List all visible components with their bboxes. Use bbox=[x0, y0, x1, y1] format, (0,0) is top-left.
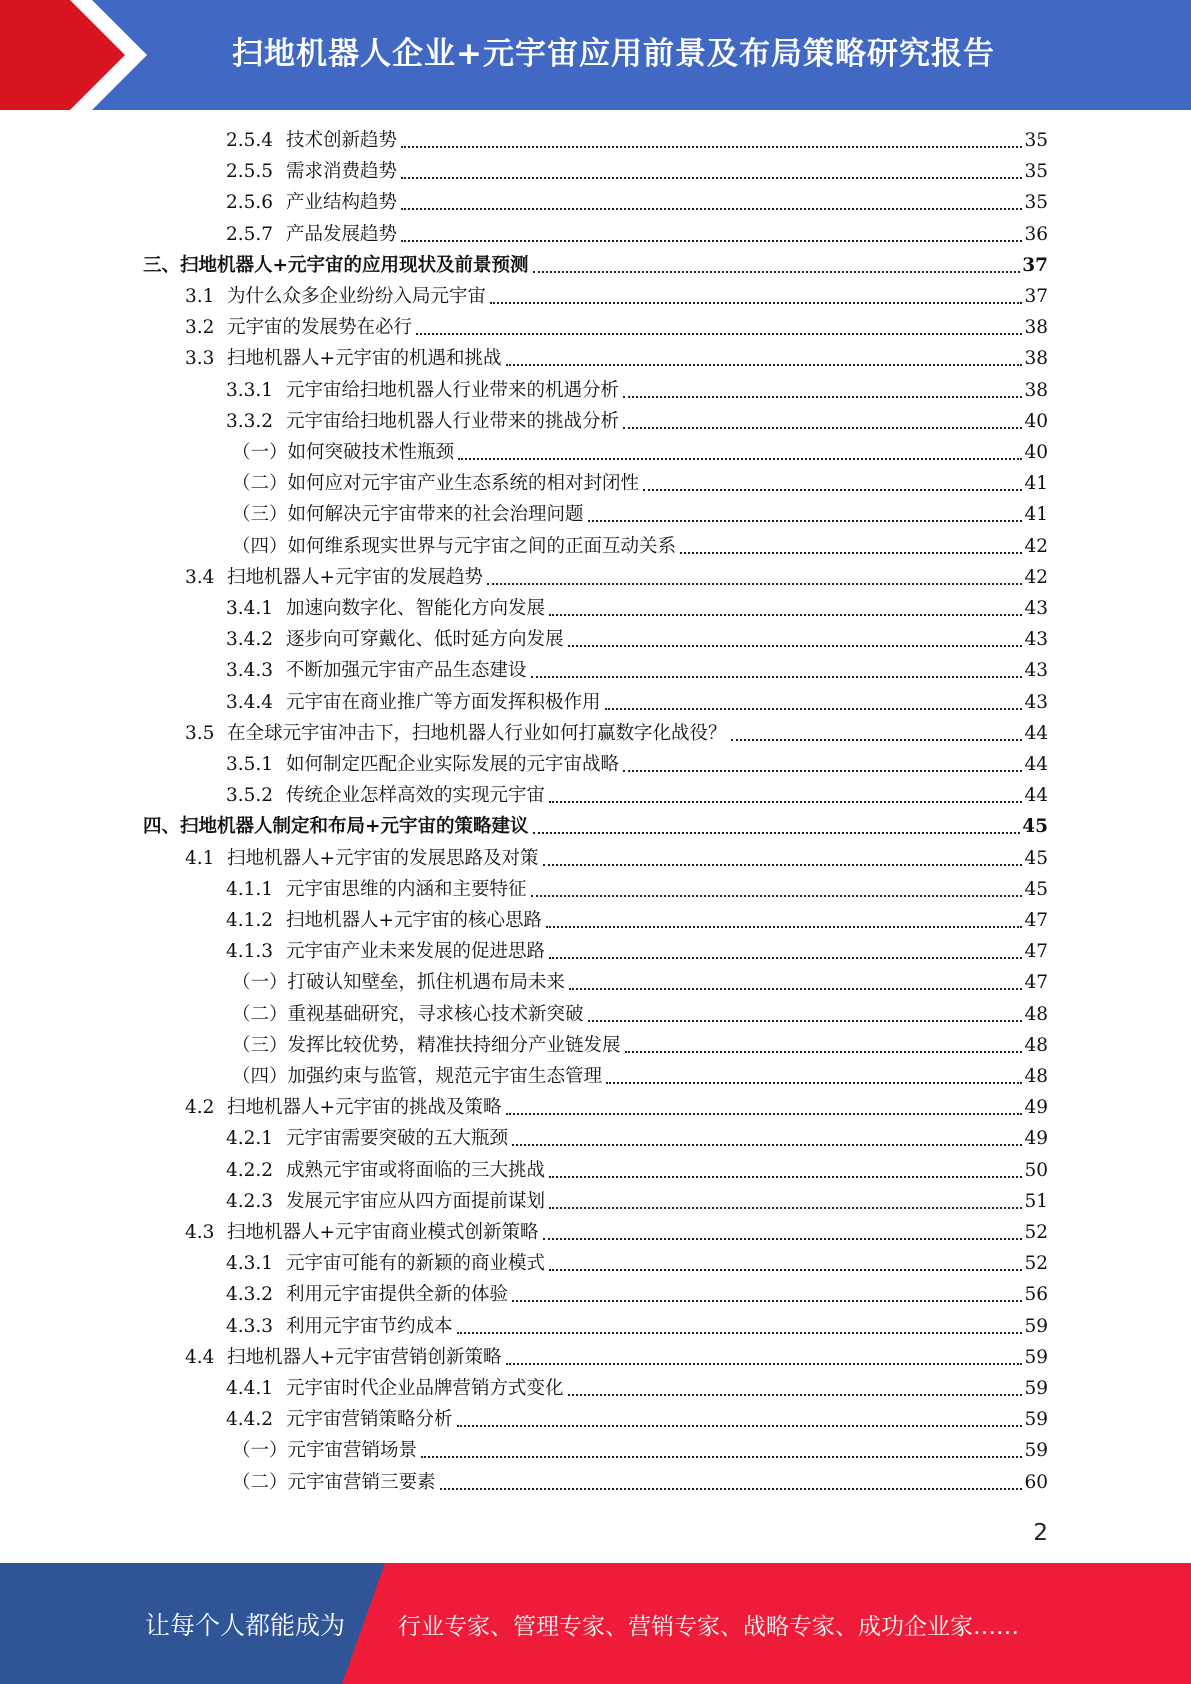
toc-entry-title: （二）重视基础研究，寻求核心技术新突破 bbox=[232, 1003, 584, 1025]
toc-page-number: 47 bbox=[1024, 910, 1048, 931]
report-title: 扫地机器人企业+元宇宙应用前景及布局策略研究报告 bbox=[232, 36, 995, 72]
toc-entry-title: 三、扫地机器人+元宇宙的应用现状及前景预测 bbox=[143, 254, 529, 276]
toc-entry-title: 四、扫地机器人制定和布局+元宇宙的策略建议 bbox=[143, 816, 529, 838]
toc-entry[interactable] bbox=[226, 907, 1048, 935]
toc-dot-leader bbox=[543, 1238, 1023, 1240]
toc-entry-number: 2.5.4 bbox=[226, 130, 274, 151]
toc-entry[interactable] bbox=[185, 314, 1048, 342]
toc-dot-leader bbox=[416, 333, 1022, 335]
toc-entry[interactable] bbox=[226, 657, 1048, 685]
toc-dot-leader bbox=[549, 1176, 1022, 1178]
toc-chapter-entry[interactable] bbox=[143, 813, 1048, 841]
toc-dot-leader bbox=[458, 458, 1022, 460]
toc-entry[interactable] bbox=[226, 938, 1048, 966]
toc-entry-number: 4.3.2 bbox=[226, 1284, 274, 1306]
toc-page-number: 40 bbox=[1024, 442, 1048, 463]
toc-dot-leader bbox=[623, 396, 1022, 398]
toc-entry-number: 4.2.2 bbox=[226, 1159, 274, 1181]
toc-page-number: 47 bbox=[1024, 972, 1048, 994]
toc-entry-number: 3.4.3 bbox=[226, 660, 274, 682]
toc-entry-title: 扫地机器人+元宇宙的机遇和挑战 bbox=[227, 348, 502, 370]
toc-entry-title: 需求消费趋势 bbox=[286, 161, 398, 183]
toc-dot-leader bbox=[625, 1051, 1023, 1053]
toc-entry-title: 扫地机器人+元宇宙的核心思路 bbox=[286, 910, 543, 931]
toc-page-number: 42 bbox=[1024, 535, 1048, 557]
toc-dot-leader bbox=[512, 1144, 1022, 1146]
toc-entry-number: 4.2.1 bbox=[226, 1128, 274, 1150]
toc-entry-number: 3.1 bbox=[185, 286, 215, 307]
toc-entry[interactable] bbox=[185, 845, 1048, 873]
toc-entry[interactable] bbox=[226, 1250, 1048, 1278]
toc-entry-title: 扫地机器人+元宇宙商业模式创新策略 bbox=[227, 1222, 539, 1243]
toc-entry-title: 成熟元宇宙或将面临的三大挑战 bbox=[286, 1159, 546, 1181]
toc-dot-leader bbox=[643, 489, 1022, 491]
toc-page-number: 52 bbox=[1024, 1253, 1048, 1275]
toc-entry[interactable] bbox=[226, 1313, 1048, 1341]
toc-entry[interactable] bbox=[185, 283, 1048, 311]
toc-entry-number: 3.5.2 bbox=[226, 785, 274, 807]
toc-dot-leader bbox=[588, 520, 1023, 522]
toc-dot-leader bbox=[401, 240, 1022, 242]
toc-page-number: 43 bbox=[1024, 660, 1048, 682]
toc-page-number: 43 bbox=[1024, 598, 1048, 619]
toc-dot-leader bbox=[457, 1332, 1023, 1334]
toc-dot-leader bbox=[531, 676, 1023, 678]
toc-dot-leader bbox=[549, 801, 1022, 803]
toc-entry[interactable] bbox=[232, 533, 1048, 561]
toc-entry-title: 技术创新趋势 bbox=[286, 130, 398, 151]
toc-entry[interactable] bbox=[226, 189, 1048, 217]
toc-entry[interactable] bbox=[226, 158, 1048, 186]
toc-entry-title: （一）如何突破技术性瓶颈 bbox=[232, 442, 455, 463]
toc-entry-title: 加速向数字化、智能化方向发展 bbox=[286, 598, 546, 619]
toc-entry[interactable] bbox=[185, 1219, 1048, 1247]
toc-page-number: 44 bbox=[1024, 754, 1048, 775]
toc-entry-number: 3.3 bbox=[185, 348, 215, 370]
toc-page-number: 50 bbox=[1024, 1159, 1048, 1181]
toc-dot-leader bbox=[533, 271, 1021, 273]
toc-entry-title: 发展元宇宙应从四方面提前谋划 bbox=[286, 1190, 546, 1212]
toc-entry[interactable] bbox=[226, 1157, 1048, 1185]
toc-page-number: 37 bbox=[1024, 286, 1048, 307]
toc-page-number: 45 bbox=[1022, 816, 1048, 838]
toc-page-number: 51 bbox=[1024, 1190, 1048, 1212]
header-banner bbox=[0, 0, 1191, 110]
footer-slogan-right: 行业专家、管理专家、营销专家、战略专家、成功企业家…… bbox=[398, 1614, 1019, 1640]
toc-entry-title: 扫地机器人+元宇宙营销创新策略 bbox=[227, 1346, 502, 1368]
toc-entry-title: 扫地机器人+元宇宙的挑战及策略 bbox=[227, 1097, 502, 1119]
toc-page-number: 49 bbox=[1024, 1128, 1048, 1150]
toc-entry[interactable] bbox=[226, 127, 1048, 155]
toc-dot-leader bbox=[401, 146, 1022, 148]
toc-entry[interactable] bbox=[185, 720, 1048, 748]
footer-banner bbox=[0, 1563, 1191, 1684]
toc-entry-number: 2.5.5 bbox=[226, 161, 274, 183]
toc-entry[interactable] bbox=[226, 782, 1048, 810]
toc-entry-number: 4.1.1 bbox=[226, 878, 274, 900]
toc-dot-leader bbox=[731, 739, 1023, 741]
toc-page-number: 38 bbox=[1024, 317, 1048, 339]
footer-slogan-left: 让每个人都能成为 bbox=[145, 1611, 346, 1640]
toc-page-number: 48 bbox=[1024, 1003, 1048, 1025]
toc-entry[interactable] bbox=[185, 1344, 1048, 1372]
toc-entry[interactable] bbox=[232, 501, 1048, 529]
toc-page-number: 59 bbox=[1024, 1378, 1048, 1399]
toc-entry[interactable] bbox=[226, 1125, 1048, 1153]
toc-entry-title: 如何制定匹配企业实际发展的元宇宙战略 bbox=[286, 754, 620, 775]
toc-entry-number: 3.3.1 bbox=[226, 379, 274, 401]
toc-entry-title: （三）发挥比较优势，精准扶持细分产业链发展 bbox=[232, 1034, 621, 1056]
toc-entry[interactable] bbox=[232, 1032, 1048, 1060]
toc-dot-leader bbox=[512, 1300, 1022, 1302]
toc-page-number: 45 bbox=[1024, 847, 1048, 869]
toc-entry-title: 元宇宙给扫地机器人行业带来的挑战分析 bbox=[286, 410, 620, 432]
toc-entry-number: 3.5.1 bbox=[226, 754, 274, 775]
toc-dot-leader bbox=[457, 1425, 1023, 1427]
toc-dot-leader bbox=[568, 1394, 1023, 1396]
toc-entry-title: 元宇宙在商业推广等方面发挥积极作用 bbox=[286, 691, 601, 713]
toc-entry-number: 4.2.3 bbox=[226, 1190, 274, 1212]
toc-dot-leader bbox=[623, 770, 1022, 772]
toc-dot-leader bbox=[606, 1082, 1022, 1084]
toc-page-number: 52 bbox=[1024, 1222, 1048, 1243]
toc-dot-leader bbox=[490, 302, 1022, 304]
toc-entry-number: 3.4.1 bbox=[226, 598, 274, 619]
toc-dot-leader bbox=[569, 988, 1022, 990]
toc-entry-number: 3.5 bbox=[185, 722, 215, 744]
toc-dot-leader bbox=[568, 645, 1023, 647]
toc-page-number: 37 bbox=[1022, 254, 1048, 276]
toc-dot-leader bbox=[549, 1207, 1022, 1209]
toc-entry[interactable] bbox=[226, 221, 1048, 249]
toc-entry[interactable] bbox=[226, 1406, 1048, 1434]
toc-dot-leader bbox=[549, 614, 1022, 616]
toc-entry-title: 产业结构趋势 bbox=[286, 192, 398, 214]
toc-page-number: 59 bbox=[1024, 1409, 1048, 1431]
toc-entry-number: 4.1.2 bbox=[226, 910, 274, 931]
toc-page-number: 35 bbox=[1024, 161, 1048, 183]
toc-dot-leader bbox=[549, 957, 1022, 959]
toc-entry[interactable] bbox=[226, 595, 1048, 623]
toc-entry[interactable] bbox=[226, 689, 1048, 717]
toc-dot-leader bbox=[401, 208, 1022, 210]
toc-dot-leader bbox=[506, 364, 1023, 366]
toc-entry-number: 3.4 bbox=[185, 566, 215, 588]
toc-dot-leader bbox=[546, 926, 1022, 928]
toc-page-number: 35 bbox=[1024, 192, 1048, 214]
toc-entry-title: （四）加强约束与监管，规范元宇宙生态管理 bbox=[232, 1066, 603, 1087]
toc-dot-leader bbox=[506, 1363, 1023, 1365]
toc-entry[interactable] bbox=[226, 1375, 1048, 1403]
toc-page-number: 49 bbox=[1024, 1097, 1048, 1119]
toc-dot-leader bbox=[543, 864, 1023, 866]
toc-entry[interactable] bbox=[232, 1063, 1048, 1091]
toc-page-number: 45 bbox=[1024, 878, 1048, 900]
toc-entry-title: 传统企业怎样高效的实现元宇宙 bbox=[286, 785, 546, 807]
toc-entry-number: 2.5.7 bbox=[226, 223, 274, 245]
toc-page-number: 47 bbox=[1024, 941, 1048, 963]
toc-entry[interactable] bbox=[185, 564, 1048, 592]
toc-entry-number: 3.4.2 bbox=[226, 629, 274, 651]
toc-page-number: 43 bbox=[1024, 691, 1048, 713]
toc-page-number: 42 bbox=[1024, 566, 1048, 588]
toc-page-number: 59 bbox=[1024, 1440, 1048, 1462]
toc-entry-title: （二）如何应对元宇宙产业生态系统的相对封闭性 bbox=[232, 473, 640, 495]
toc-entry-title: 利用元宇宙节约成本 bbox=[286, 1315, 453, 1337]
toc-entry-number: 4.3.3 bbox=[226, 1315, 274, 1337]
toc-dot-leader bbox=[531, 895, 1023, 897]
toc-entry-number: 4.3.1 bbox=[226, 1253, 274, 1275]
toc-entry-title: 为什么众多企业纷纷入局元宇宙 bbox=[227, 286, 487, 307]
toc-page-number: 43 bbox=[1024, 629, 1048, 651]
toc-entry[interactable] bbox=[226, 751, 1048, 779]
toc-page-number: 35 bbox=[1024, 130, 1048, 151]
toc-entry-title: 利用元宇宙提供全新的体验 bbox=[286, 1284, 509, 1306]
toc-entry-title: 元宇宙思维的内涵和主要特征 bbox=[286, 878, 527, 900]
toc-entry[interactable] bbox=[226, 1188, 1048, 1216]
toc-dot-leader bbox=[588, 1020, 1023, 1022]
toc-entry[interactable] bbox=[185, 1094, 1048, 1122]
toc-entry-number: 4.2 bbox=[185, 1097, 215, 1119]
toc-entry[interactable] bbox=[232, 439, 1048, 467]
toc-dot-leader bbox=[605, 708, 1023, 710]
toc-entry-title: 元宇宙时代企业品牌营销方式变化 bbox=[286, 1378, 564, 1399]
toc-entry-number: 4.4.1 bbox=[226, 1378, 274, 1399]
toc-entry[interactable] bbox=[232, 1001, 1048, 1029]
toc-page-number: 36 bbox=[1024, 223, 1048, 245]
toc-dot-leader bbox=[623, 427, 1022, 429]
toc-entry-title: （二）元宇宙营销三要素 bbox=[232, 1471, 436, 1493]
toc-page-number: 41 bbox=[1024, 504, 1048, 526]
toc-entry[interactable] bbox=[226, 626, 1048, 654]
toc-entry-number: 4.4.2 bbox=[226, 1409, 274, 1431]
toc-dot-leader bbox=[401, 177, 1022, 179]
toc-entry-number: 3.4.4 bbox=[226, 691, 274, 713]
toc-page-number: 41 bbox=[1024, 473, 1048, 495]
toc-entry[interactable] bbox=[232, 969, 1048, 997]
toc-entry-title: （四）如何维系现实世界与元宇宙之间的正面互动关系 bbox=[232, 535, 677, 557]
toc-page-number: 48 bbox=[1024, 1034, 1048, 1056]
toc-entry[interactable] bbox=[232, 470, 1048, 498]
toc-entry-title: 产品发展趋势 bbox=[286, 223, 398, 245]
toc-entry[interactable] bbox=[185, 345, 1048, 373]
toc-dot-leader bbox=[680, 552, 1022, 554]
toc-dot-leader bbox=[533, 832, 1021, 834]
toc-entry-title: 逐步向可穿戴化、低时延方向发展 bbox=[286, 629, 564, 651]
toc-entry[interactable] bbox=[226, 408, 1048, 436]
toc-entry-title: 在全球元宇宙冲击下，扫地机器人行业如何打赢数字化战役？ bbox=[227, 722, 727, 744]
toc-entry-title: 元宇宙可能有的新颖的商业模式 bbox=[286, 1253, 546, 1275]
toc-entry-title: 元宇宙营销策略分析 bbox=[286, 1409, 453, 1431]
toc-entry-number: 3.2 bbox=[185, 317, 215, 339]
toc-entry[interactable] bbox=[232, 1437, 1048, 1465]
toc-entry-title: 元宇宙需要突破的五大瓶颈 bbox=[286, 1128, 509, 1150]
toc-entry-number: 3.3.2 bbox=[226, 410, 274, 432]
toc-dot-leader bbox=[506, 1113, 1023, 1115]
toc-page-number: 60 bbox=[1024, 1471, 1048, 1493]
toc-entry-title: 扫地机器人+元宇宙的发展思路及对策 bbox=[227, 847, 539, 869]
toc-entry-title: （一）打破认知壁垒，抓住机遇布局未来 bbox=[232, 972, 566, 994]
toc-dot-leader bbox=[440, 1488, 1023, 1490]
toc-dot-leader bbox=[549, 1269, 1022, 1271]
toc-page-number: 48 bbox=[1024, 1066, 1048, 1087]
toc-entry-title: 不断加强元宇宙产品生态建设 bbox=[286, 660, 527, 682]
toc-page-number: 56 bbox=[1024, 1284, 1048, 1306]
page-number: 2 bbox=[1033, 1520, 1048, 1546]
toc-entry[interactable] bbox=[226, 377, 1048, 405]
toc-entry-title: （一）元宇宙营销场景 bbox=[232, 1440, 418, 1462]
toc-page-number: 59 bbox=[1024, 1315, 1048, 1337]
toc-entry[interactable] bbox=[226, 876, 1048, 904]
toc-dot-leader bbox=[421, 1456, 1022, 1458]
toc-page-number: 44 bbox=[1024, 785, 1048, 807]
toc-dot-leader bbox=[487, 583, 1022, 585]
toc-page-number: 40 bbox=[1024, 410, 1048, 432]
toc-page-number: 59 bbox=[1024, 1346, 1048, 1368]
toc-entry[interactable] bbox=[232, 1469, 1048, 1497]
toc-entry-title: 元宇宙给扫地机器人行业带来的机遇分析 bbox=[286, 379, 620, 401]
toc-entry-number: 4.4 bbox=[185, 1346, 215, 1368]
toc-chapter-entry[interactable] bbox=[143, 252, 1048, 280]
toc-page-number: 44 bbox=[1024, 722, 1048, 744]
toc-page-number: 38 bbox=[1024, 379, 1048, 401]
toc-entry-number: 4.1 bbox=[185, 847, 215, 869]
toc-entry-number: 4.3 bbox=[185, 1222, 215, 1243]
toc-entry-number: 4.1.3 bbox=[226, 941, 274, 963]
toc-entry-number: 2.5.6 bbox=[226, 192, 274, 214]
toc-entry-title: 元宇宙产业未来发展的促进思路 bbox=[286, 941, 546, 963]
toc-entry-title: 扫地机器人+元宇宙的发展趋势 bbox=[227, 566, 484, 588]
toc-page-number: 38 bbox=[1024, 348, 1048, 370]
toc-entry[interactable] bbox=[226, 1281, 1048, 1309]
toc-entry-title: 元宇宙的发展势在必行 bbox=[227, 317, 413, 339]
toc-entry-title: （三）如何解决元宇宙带来的社会治理问题 bbox=[232, 504, 584, 526]
